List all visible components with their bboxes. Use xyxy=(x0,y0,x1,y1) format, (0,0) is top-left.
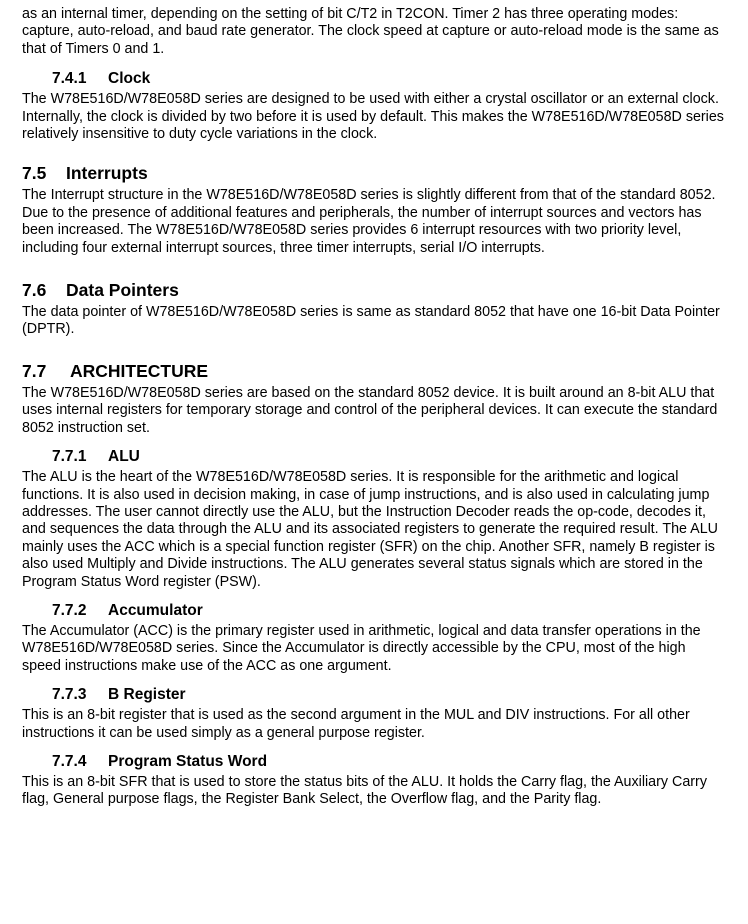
b-register-paragraph: This is an 8-bit register that is used as the second argument in the MUL and DIV instructions. For all other instructions it can be used simply as a general purpose register. xyxy=(22,707,690,741)
heading-title: Clock xyxy=(108,70,151,88)
heading-architecture xyxy=(22,361,726,382)
heading-title: Program Status Word xyxy=(108,752,268,770)
heading-number: 7.7.3 xyxy=(52,686,87,704)
heading-number: 7.6 xyxy=(22,280,47,301)
heading-alu xyxy=(22,447,726,466)
heading-title: Data Pointers xyxy=(66,280,179,301)
architecture-paragraph: The W78E516D/W78E058D series are based on the standard 8052 device. It is built around an 8-bit ALU that uses internal registers for temporary storage and control of the peripheral devices. It can execute the standard 8052 instruction set. xyxy=(22,384,718,436)
heading-interrupts xyxy=(22,163,726,184)
heading-b-register xyxy=(22,685,726,704)
heading-title: Interrupts xyxy=(66,163,148,184)
program-status-word-paragraph: This is an 8-bit SFR that is used to store the status bits of the ALU. It holds the Carry flag, the Auxiliary Carry flag, General purpose flags, the Register Bank Select, the Overflow flag, and the Parity flag. xyxy=(22,773,707,808)
clock-paragraph: The W78E516D/W78E058D series are designed to be used with either a crystal oscillator or an external clock. Internally, the clock is divided by two before it is used by default. This makes the W78E516D/W78E058D series relatively insensitive to duty cycle variations in the clock. xyxy=(22,91,724,143)
heading-data-pointers xyxy=(22,280,726,301)
heading-number: 7.7 xyxy=(22,360,47,381)
alu-paragraph: The ALU is the heart of the W78E516D/W78E058D series. It is responsible for the arithmetic and logical functions. It is also used in decision making, in case of jump instructions, and is also used in calculating jump addresses. The user cannot directly use the ALU, but the Instruction Decoder reads the op-code, decodes it, and sequences the data through the ALU and its associated registers to generate the required result. The ALU mainly uses the ACC which is a special function register (SFR) on the chip. Another SFR, namely B register is also used Multiply and Divide instructions. The ALU generates several status signals which are stored in the Program Status Word register (PSW). xyxy=(22,469,718,590)
heading-number: 7.5 xyxy=(22,163,47,184)
heading-number: 7.7.4 xyxy=(52,752,87,770)
intro-paragraph: as an internal timer, depending on the setting of bit C/T2 in T2CON. Timer 2 has three operating modes: capture, auto-reload, and baud rate generator. The clock speed at capture or auto-reload mode is the same as that of Timers 0 and 1. xyxy=(22,6,719,57)
interrupts-paragraph: The Interrupt structure in the W78E516D/W78E058D series is slightly different from that of the standard 8052. Due to the presence of additional features and peripherals, the number of interrupt sources and vectors has been increased. The W78E516D/W78E058D series provides 6 interrupt resources with two priority level, including four external interrupt sources, three timer interrupts, serial I/O interrupts. xyxy=(22,187,716,256)
heading-number: 7.7.2 xyxy=(52,601,87,619)
heading-program-status-word xyxy=(22,752,726,771)
heading-number: 7.7.1 xyxy=(52,448,87,466)
accumulator-paragraph: The Accumulator (ACC) is the primary register used in arithmetic, logical and data transfer operations in the W78E516D/W78E058D series. Since the Accumulator is directly accessible by the CPU, most of the high speed instructions make use of the ACC as one argument. xyxy=(22,622,701,674)
heading-title: Accumulator xyxy=(108,601,203,619)
heading-clock xyxy=(22,69,726,88)
heading-accumulator xyxy=(22,601,726,620)
data-pointers-paragraph: The data pointer of W78E516D/W78E058D series is same as standard 8052 that have one 16-bit Data Pointer (DPTR). xyxy=(22,304,720,338)
heading-number: 7.4.1 xyxy=(52,70,87,88)
heading-title: ARCHITECTURE xyxy=(70,360,209,381)
heading-title: B Register xyxy=(108,686,186,704)
heading-title: ALU xyxy=(108,448,140,466)
document-page xyxy=(22,6,726,809)
